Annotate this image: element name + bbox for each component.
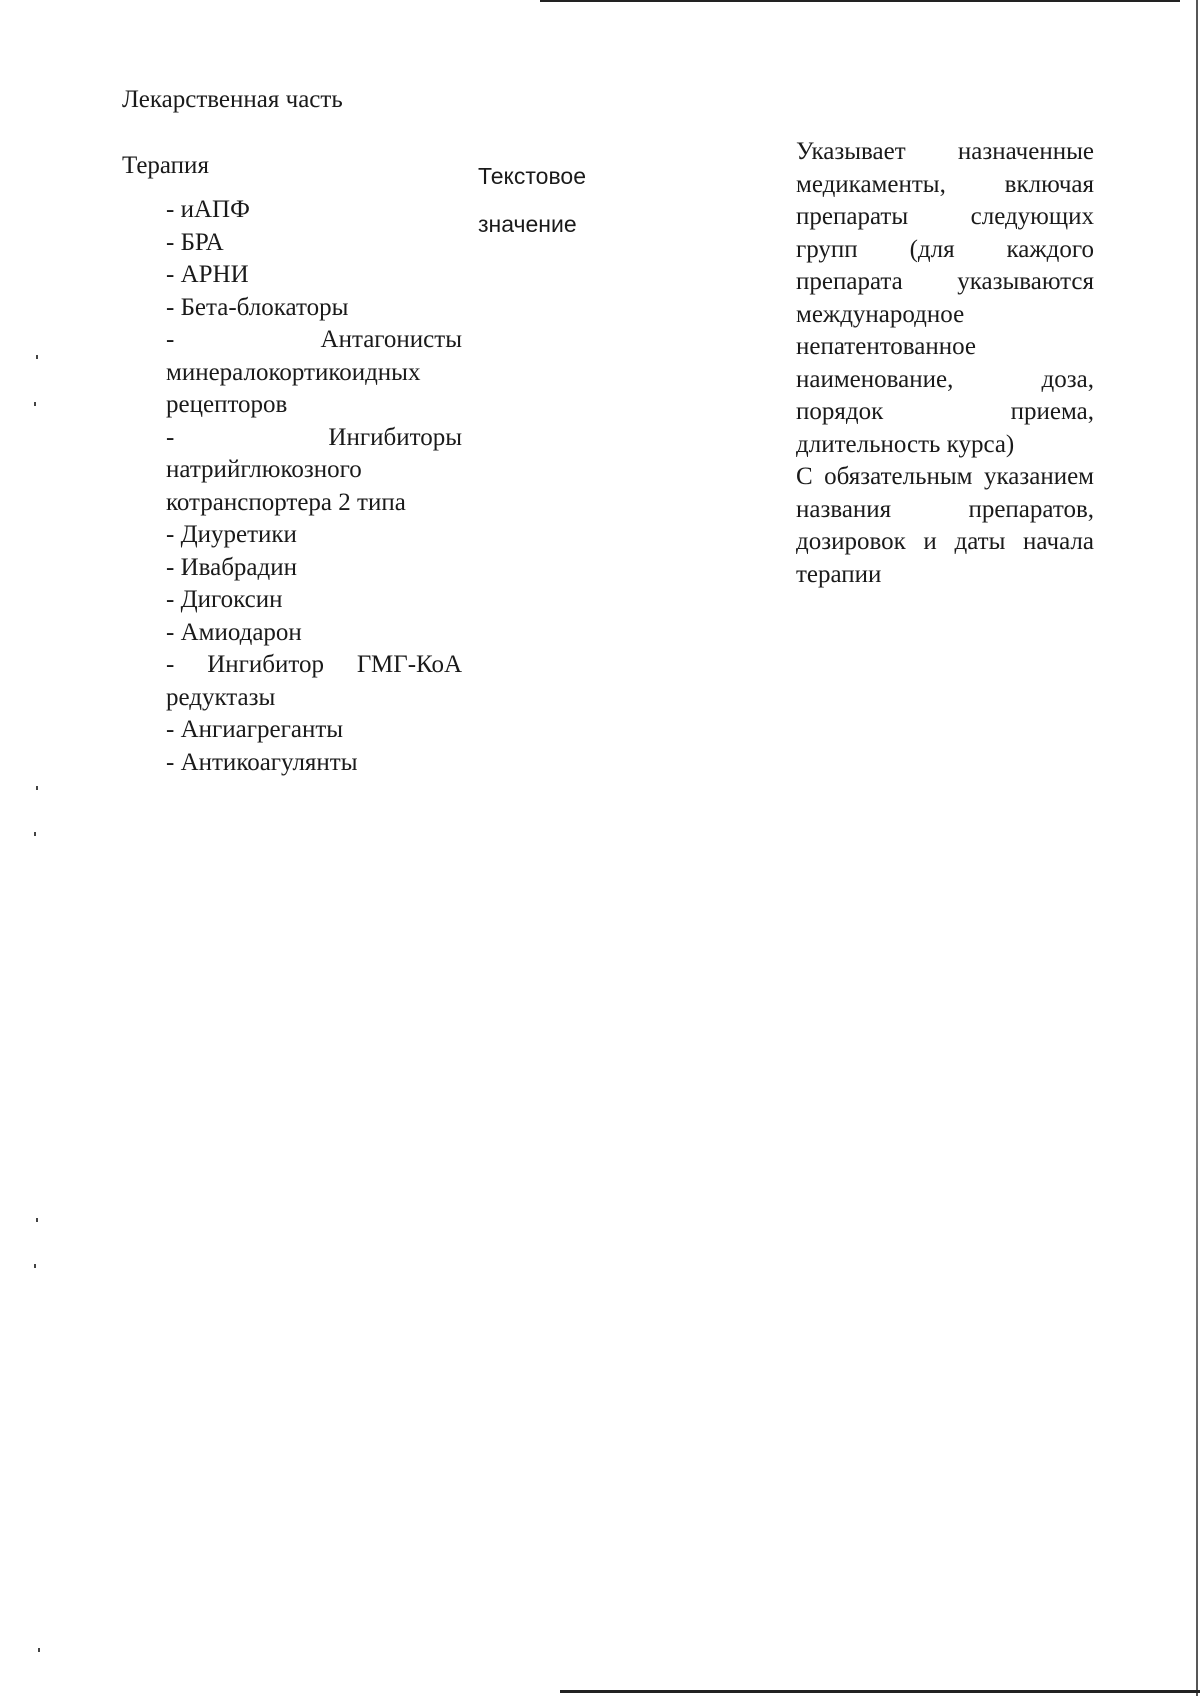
list-item: - Ингибиторы натрийглюкозного котранспортера 2 типа bbox=[166, 423, 462, 516]
list-item: - Амиодарон bbox=[166, 618, 302, 646]
scan-edge-bottom bbox=[560, 1690, 1200, 1693]
scan-speck bbox=[36, 355, 38, 359]
list-item: - Диуретики bbox=[166, 521, 297, 548]
list-item: - Антагонисты минералокортикоидных рецепторов bbox=[166, 326, 462, 418]
list-item: - Ингибитор ГМГ-КоА редуктазы bbox=[166, 651, 462, 711]
list-item: - Ивабрадин bbox=[166, 553, 297, 581]
field-description-column bbox=[796, 136, 1094, 591]
section-title: Лекарственная часть bbox=[122, 86, 343, 113]
list-item: - Дигоксин bbox=[166, 586, 283, 613]
field-type-column bbox=[478, 152, 688, 248]
list-item: - Ангиагреганты bbox=[166, 716, 344, 743]
scan-edge-right bbox=[1196, 0, 1198, 1696]
scan-speck bbox=[36, 1218, 38, 1222]
field-description: Указывает назначенные медикаменты, включая препараты следующих групп (для каждого препарата указываются международное непатентованное наименование, доза, порядок приема, длительность курса) bbox=[796, 138, 1094, 458]
list-item: - иАПФ bbox=[166, 196, 250, 223]
field-type-line: значение bbox=[478, 211, 577, 237]
field-note: С обязательным указанием названия препаратов, дозировок и даты начала терапии bbox=[796, 463, 1094, 588]
list-item: - АРНИ bbox=[166, 261, 249, 288]
field-name: Терапия bbox=[122, 152, 209, 179]
therapy-list bbox=[122, 194, 462, 779]
scan-speck bbox=[34, 832, 36, 836]
list-item: - БРА bbox=[166, 228, 224, 256]
scan-speck bbox=[34, 1264, 36, 1268]
list-item: - Антикоагулянты bbox=[166, 748, 358, 776]
scan-edge-top bbox=[540, 0, 1180, 2]
scan-speck bbox=[34, 402, 36, 406]
field-type-line: Текстовое bbox=[478, 163, 586, 189]
scan-speck bbox=[38, 1648, 40, 1652]
scan-speck bbox=[36, 786, 38, 790]
field-name-column bbox=[122, 150, 462, 779]
list-item: - Бета-блокаторы bbox=[166, 293, 349, 321]
